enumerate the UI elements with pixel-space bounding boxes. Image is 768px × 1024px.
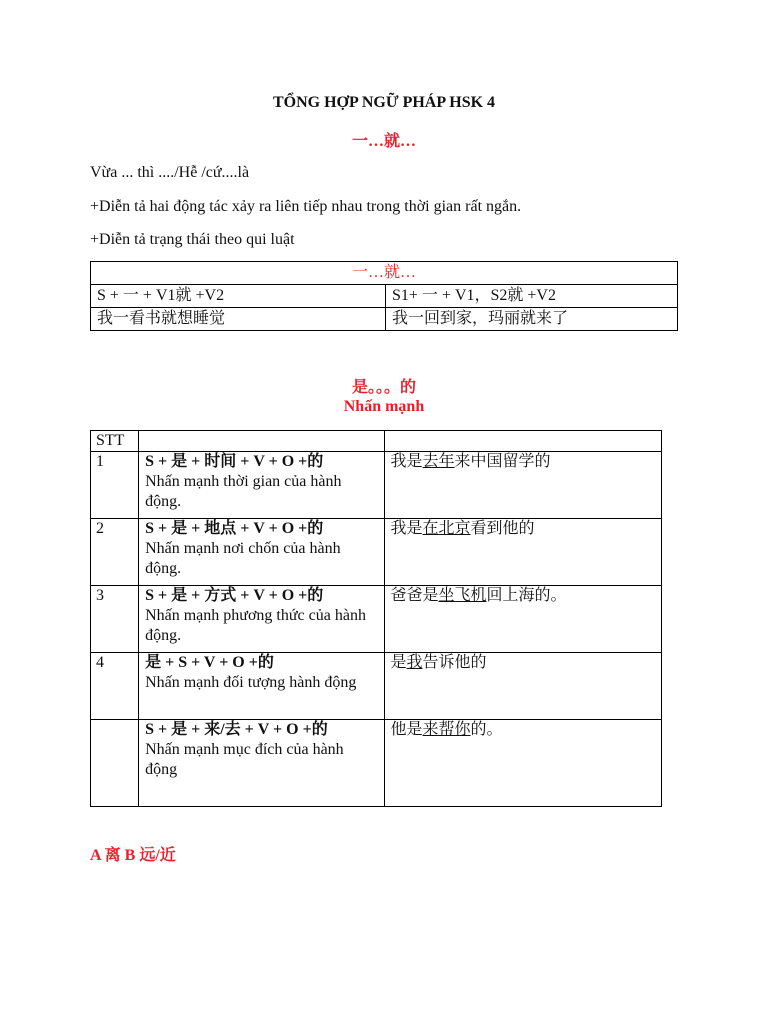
row-stt [91,720,139,807]
row-example [384,519,662,586]
example-header [384,431,662,452]
row-example [384,586,662,653]
section2-heading: 是。。。的 [351,379,416,396]
section1-heading: 一…就… [351,133,416,150]
section2-table [90,430,662,807]
table-row [91,586,662,653]
row-stt: 1 [91,452,139,519]
row-description: Nhấn mạnh thời gian của hành động. [145,473,342,510]
row-rule [139,586,384,653]
row-stt: 2 [91,519,139,586]
example-emphasis: 来帮你 [422,721,471,738]
example-prefix: 是 [390,654,407,671]
section3-heading: A 离 B 远/近 [90,847,176,864]
example-suffix: 告诉他的 [422,654,487,671]
pattern-left: S + 一 + V1就 +V2 [91,285,386,308]
row-rule [139,653,384,720]
example-suffix: 的。 [470,721,503,738]
example-emphasis: 我 [406,654,423,671]
row-stt: 3 [91,586,139,653]
table-row [91,519,662,586]
example-left: 我一看书就想睡觉 [91,308,386,331]
row-description: Nhấn mạnh mục đích của hành động [145,741,344,778]
stt-header: STT [91,431,139,452]
example-right: 我一回到家，玛丽就来了 [386,308,678,331]
row-description: Nhấn mạnh đối tượng hành động [145,674,357,691]
example-suffix: 看到他的 [470,520,535,537]
section1-note-1: +Diễn tả hai động tác xảy ra liên tiếp nhau trong thời gian rất ngắn. [90,198,522,215]
row-rule [139,519,384,586]
example-suffix: 回上海的。 [486,587,567,604]
section1-meaning: Vừa ... thì ..../Hễ /cứ....là [90,164,250,181]
section2-subheading: Nhấn mạnh [343,398,425,415]
example-emphasis: 去年 [422,453,455,470]
row-stt: 4 [91,653,139,720]
pattern-right: S1+ 一 + V1，S2就 +V2 [386,285,678,308]
row-formula: 是 + S + V + O +的 [145,654,274,671]
table-row [91,452,662,519]
row-example [384,720,662,807]
document-title: TỔNG HỢP NGỮ PHÁP HSK 4 [272,94,496,111]
example-suffix: 来中国留学的 [454,453,551,470]
formula-header [139,431,384,452]
row-description: Nhấn mạnh phương thức của hành động. [145,607,366,644]
section1-table [90,261,678,331]
example-emphasis: 在北京 [422,520,471,537]
example-prefix: 爸爸是 [390,587,439,604]
row-example [384,452,662,519]
row-formula: S + 是 + 地点 + V + O +的 [145,520,324,537]
row-description: Nhấn mạnh nơi chốn của hành động. [145,540,341,577]
section1-table-header: 一…就… [91,262,678,285]
row-example [384,653,662,720]
example-prefix: 我是 [390,520,423,537]
table-row [91,720,662,807]
example-emphasis: 坐飞机 [438,587,487,604]
table-row [91,653,662,720]
row-rule [139,452,384,519]
example-prefix: 我是 [390,453,423,470]
example-prefix: 他是 [390,721,423,738]
row-formula: S + 是 + 方式 + V + O +的 [145,587,324,604]
section1-note-2: +Diễn tả trạng thái theo qui luật [90,231,295,248]
row-formula: S + 是 + 时间 + V + O +的 [145,453,324,470]
row-formula: S + 是 + 来/去 + V + O +的 [145,721,328,738]
row-rule [139,720,384,807]
